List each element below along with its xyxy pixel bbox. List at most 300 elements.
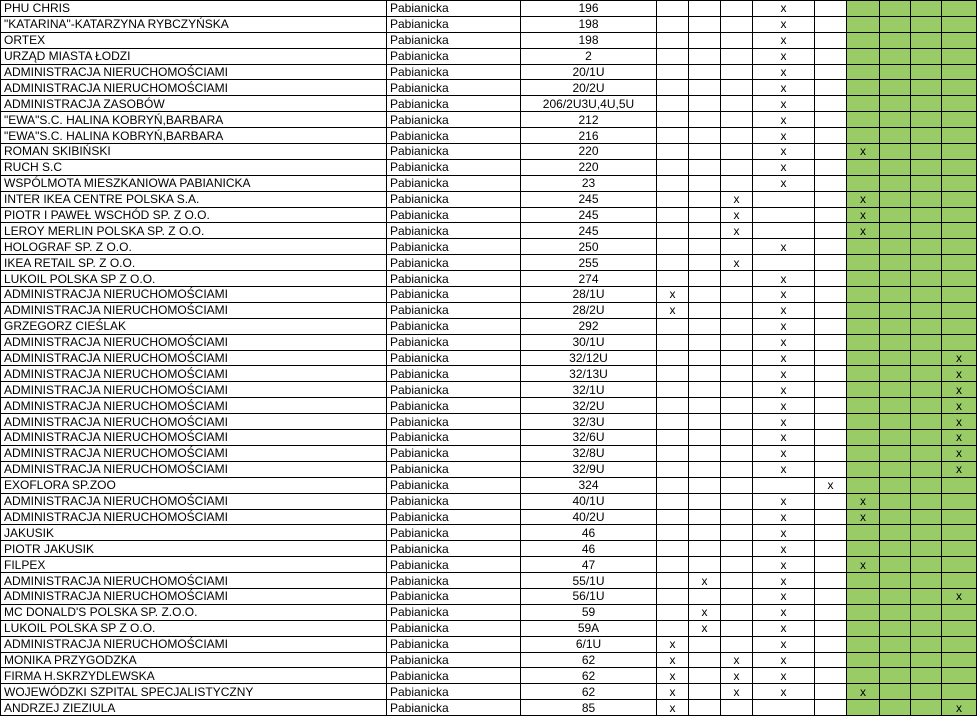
number-cell: 32/8U — [521, 445, 657, 461]
mark-cell-8 — [911, 318, 942, 334]
mark-cell-2 — [689, 80, 721, 96]
mark-cell-4: x — [753, 48, 815, 64]
company-name-cell: ANDRZEJ ZIEZIULA — [1, 700, 387, 716]
mark-cell-6 — [847, 128, 880, 144]
street-cell: Pabianicka — [387, 604, 521, 620]
mark-cell-2 — [689, 652, 721, 668]
mark-cell-2: x — [689, 573, 721, 589]
mark-cell-8 — [911, 128, 942, 144]
number-cell: 250 — [521, 239, 657, 255]
mark-cell-2 — [689, 700, 721, 716]
mark-cell-1 — [657, 541, 689, 557]
mark-cell-5 — [815, 700, 847, 716]
mark-cell-6 — [847, 48, 880, 64]
mark-cell-9: x — [942, 414, 977, 430]
mark-cell-6 — [847, 604, 880, 620]
mark-cell-8 — [911, 255, 942, 271]
mark-cell-3 — [721, 350, 753, 366]
table-row — [1, 128, 977, 144]
mark-cell-6 — [847, 239, 880, 255]
mark-cell-2 — [689, 96, 721, 112]
mark-cell-9 — [942, 80, 977, 96]
mark-cell-3 — [721, 700, 753, 716]
company-name-cell: ADMINISTRACJA NIERUCHOMOŚCIAMI — [1, 445, 387, 461]
company-name-cell: ADMINISTRACJA NIERUCHOMOŚCIAMI — [1, 588, 387, 604]
mark-cell-8 — [911, 604, 942, 620]
company-name-cell: ADMINISTRACJA NIERUCHOMOŚCIAMI — [1, 461, 387, 477]
number-cell: 32/6U — [521, 430, 657, 446]
mark-cell-7 — [880, 271, 911, 287]
mark-cell-4: x — [753, 287, 815, 303]
mark-cell-1 — [657, 96, 689, 112]
company-name-cell: WSPÓLMOTA MIESZKANIOWA PABIANICKA — [1, 175, 387, 191]
number-cell: 56/1U — [521, 588, 657, 604]
mark-cell-6 — [847, 573, 880, 589]
mark-cell-4: x — [753, 32, 815, 48]
mark-cell-5 — [815, 334, 847, 350]
mark-cell-4: x — [753, 636, 815, 652]
mark-cell-7 — [880, 191, 911, 207]
number-cell: 47 — [521, 557, 657, 573]
number-cell: 46 — [521, 541, 657, 557]
mark-cell-7 — [880, 350, 911, 366]
mark-cell-1 — [657, 477, 689, 493]
mark-cell-4 — [753, 191, 815, 207]
mark-cell-6 — [847, 652, 880, 668]
mark-cell-2 — [689, 128, 721, 144]
mark-cell-4: x — [753, 461, 815, 477]
mark-cell-2 — [689, 557, 721, 573]
mark-cell-6 — [847, 398, 880, 414]
mark-cell-5 — [815, 382, 847, 398]
mark-cell-5 — [815, 159, 847, 175]
street-cell: Pabianicka — [387, 557, 521, 573]
mark-cell-4: x — [753, 159, 815, 175]
street-cell: Pabianicka — [387, 80, 521, 96]
mark-cell-7 — [880, 96, 911, 112]
mark-cell-6 — [847, 620, 880, 636]
mark-cell-6: x — [847, 223, 880, 239]
number-cell: 85 — [521, 700, 657, 716]
mark-cell-1 — [657, 318, 689, 334]
mark-cell-6 — [847, 334, 880, 350]
mark-cell-6 — [847, 477, 880, 493]
mark-cell-5 — [815, 588, 847, 604]
mark-cell-3 — [721, 239, 753, 255]
mark-cell-9 — [942, 191, 977, 207]
number-cell: 62 — [521, 684, 657, 700]
mark-cell-4: x — [753, 16, 815, 32]
mark-cell-5 — [815, 445, 847, 461]
mark-cell-4: x — [753, 573, 815, 589]
table-row — [1, 604, 977, 620]
company-name-cell: ADMINISTRACJA NIERUCHOMOŚCIAMI — [1, 334, 387, 350]
mark-cell-6 — [847, 588, 880, 604]
mark-cell-7 — [880, 525, 911, 541]
table-row — [1, 159, 977, 175]
mark-cell-6: x — [847, 557, 880, 573]
mark-cell-3 — [721, 477, 753, 493]
mark-cell-3 — [721, 525, 753, 541]
company-name-cell: ADMINISTRACJA NIERUCHOMOŚCIAMI — [1, 414, 387, 430]
company-name-cell: RUCH S.C — [1, 159, 387, 175]
mark-cell-4 — [753, 223, 815, 239]
company-name-cell: ORTEX — [1, 32, 387, 48]
mark-cell-2 — [689, 477, 721, 493]
street-cell: Pabianicka — [387, 32, 521, 48]
table-row — [1, 32, 977, 48]
number-cell: 59A — [521, 620, 657, 636]
number-cell: 20/1U — [521, 64, 657, 80]
mark-cell-7 — [880, 302, 911, 318]
mark-cell-6 — [847, 175, 880, 191]
mark-cell-3 — [721, 636, 753, 652]
table-row — [1, 223, 977, 239]
street-cell: Pabianicka — [387, 128, 521, 144]
number-cell: 6/1U — [521, 636, 657, 652]
mark-cell-5 — [815, 652, 847, 668]
table-row — [1, 557, 977, 573]
mark-cell-4: x — [753, 382, 815, 398]
mark-cell-6 — [847, 255, 880, 271]
mark-cell-4: x — [753, 445, 815, 461]
mark-cell-6: x — [847, 684, 880, 700]
mark-cell-9 — [942, 620, 977, 636]
mark-cell-9 — [942, 477, 977, 493]
mark-cell-6 — [847, 302, 880, 318]
company-name-cell: FILPEX — [1, 557, 387, 573]
street-cell: Pabianicka — [387, 64, 521, 80]
company-name-cell: MC DONALD'S POLSKA SP. Z.O.O. — [1, 604, 387, 620]
mark-cell-5 — [815, 64, 847, 80]
number-cell: 32/3U — [521, 414, 657, 430]
mark-cell-7 — [880, 652, 911, 668]
mark-cell-6 — [847, 271, 880, 287]
mark-cell-1 — [657, 32, 689, 48]
mark-cell-1 — [657, 239, 689, 255]
mark-cell-8 — [911, 668, 942, 684]
table-row — [1, 112, 977, 128]
mark-cell-1 — [657, 1, 689, 17]
mark-cell-9: x — [942, 588, 977, 604]
mark-cell-7 — [880, 144, 911, 160]
number-cell: 206/2U3U,4U,5U — [521, 96, 657, 112]
street-cell: Pabianicka — [387, 477, 521, 493]
table-row — [1, 620, 977, 636]
mark-cell-5 — [815, 223, 847, 239]
number-cell: 212 — [521, 112, 657, 128]
mark-cell-3 — [721, 573, 753, 589]
mark-cell-4 — [753, 700, 815, 716]
mark-cell-7 — [880, 668, 911, 684]
mark-cell-8 — [911, 700, 942, 716]
mark-cell-5 — [815, 636, 847, 652]
mark-cell-2 — [689, 684, 721, 700]
street-cell: Pabianicka — [387, 620, 521, 636]
number-cell: 2 — [521, 48, 657, 64]
mark-cell-7 — [880, 573, 911, 589]
mark-cell-3 — [721, 48, 753, 64]
mark-cell-8 — [911, 239, 942, 255]
mark-cell-9 — [942, 525, 977, 541]
street-cell: Pabianicka — [387, 573, 521, 589]
mark-cell-3 — [721, 1, 753, 17]
mark-cell-2 — [689, 493, 721, 509]
table-row — [1, 541, 977, 557]
mark-cell-3 — [721, 128, 753, 144]
mark-cell-4: x — [753, 239, 815, 255]
company-name-cell: ADMINISTRACJA NIERUCHOMOŚCIAMI — [1, 302, 387, 318]
mark-cell-8 — [911, 207, 942, 223]
mark-cell-9: x — [942, 366, 977, 382]
mark-cell-3 — [721, 112, 753, 128]
mark-cell-5 — [815, 144, 847, 160]
mark-cell-7 — [880, 588, 911, 604]
mark-cell-6: x — [847, 191, 880, 207]
mark-cell-9 — [942, 255, 977, 271]
mark-cell-4: x — [753, 318, 815, 334]
number-cell: 245 — [521, 223, 657, 239]
table-row — [1, 64, 977, 80]
mark-cell-9 — [942, 112, 977, 128]
mark-cell-1 — [657, 414, 689, 430]
mark-cell-2 — [689, 318, 721, 334]
mark-cell-7 — [880, 255, 911, 271]
mark-cell-9: x — [942, 382, 977, 398]
mark-cell-9 — [942, 557, 977, 573]
mark-cell-6 — [847, 112, 880, 128]
number-cell: 245 — [521, 191, 657, 207]
mark-cell-4: x — [753, 525, 815, 541]
mark-cell-9: x — [942, 350, 977, 366]
mark-cell-9: x — [942, 700, 977, 716]
table-row — [1, 398, 977, 414]
mark-cell-3: x — [721, 684, 753, 700]
mark-cell-7 — [880, 334, 911, 350]
mark-cell-5 — [815, 350, 847, 366]
mark-cell-1 — [657, 604, 689, 620]
mark-cell-1 — [657, 175, 689, 191]
mark-cell-1: x — [657, 302, 689, 318]
company-name-cell: LUKOIL POLSKA SP Z O.O. — [1, 620, 387, 636]
mark-cell-2 — [689, 207, 721, 223]
mark-cell-1 — [657, 159, 689, 175]
number-cell: 32/13U — [521, 366, 657, 382]
table-row — [1, 684, 977, 700]
mark-cell-9 — [942, 144, 977, 160]
mark-cell-8 — [911, 191, 942, 207]
mark-cell-2 — [689, 668, 721, 684]
number-cell: 324 — [521, 477, 657, 493]
mark-cell-2 — [689, 636, 721, 652]
mark-cell-7 — [880, 620, 911, 636]
mark-cell-1 — [657, 430, 689, 446]
mark-cell-6 — [847, 159, 880, 175]
mark-cell-2 — [689, 32, 721, 48]
table-row — [1, 302, 977, 318]
mark-cell-8 — [911, 1, 942, 17]
mark-cell-2 — [689, 541, 721, 557]
mark-cell-1 — [657, 207, 689, 223]
mark-cell-7 — [880, 604, 911, 620]
table-row — [1, 636, 977, 652]
mark-cell-9 — [942, 271, 977, 287]
mark-cell-4: x — [753, 430, 815, 446]
mark-cell-3 — [721, 620, 753, 636]
number-cell: 62 — [521, 668, 657, 684]
mark-cell-8 — [911, 684, 942, 700]
mark-cell-2 — [689, 287, 721, 303]
mark-cell-6 — [847, 445, 880, 461]
mark-cell-7 — [880, 700, 911, 716]
mark-cell-4: x — [753, 588, 815, 604]
mark-cell-1 — [657, 271, 689, 287]
table-row — [1, 318, 977, 334]
number-cell: 292 — [521, 318, 657, 334]
mark-cell-9 — [942, 636, 977, 652]
mark-cell-9: x — [942, 398, 977, 414]
mark-cell-5 — [815, 128, 847, 144]
street-cell: Pabianicka — [387, 16, 521, 32]
company-name-cell: PIOTR JAKUSIK — [1, 541, 387, 557]
street-cell: Pabianicka — [387, 684, 521, 700]
street-cell: Pabianicka — [387, 1, 521, 17]
mark-cell-5 — [815, 80, 847, 96]
mark-cell-8 — [911, 652, 942, 668]
mark-cell-3: x — [721, 207, 753, 223]
street-cell: Pabianicka — [387, 144, 521, 160]
mark-cell-6 — [847, 541, 880, 557]
mark-cell-7 — [880, 175, 911, 191]
mark-cell-3: x — [721, 668, 753, 684]
mark-cell-8 — [911, 80, 942, 96]
company-name-cell: ADMINISTRACJA NIERUCHOMOŚCIAMI — [1, 350, 387, 366]
mark-cell-5 — [815, 461, 847, 477]
mark-cell-5 — [815, 604, 847, 620]
mark-cell-1 — [657, 445, 689, 461]
street-cell: Pabianicka — [387, 350, 521, 366]
mark-cell-5 — [815, 287, 847, 303]
company-name-cell: "KATARINA"-KATARZYNA RYBCZYŃSKA — [1, 16, 387, 32]
mark-cell-4: x — [753, 684, 815, 700]
mark-cell-2 — [689, 175, 721, 191]
number-cell: 198 — [521, 32, 657, 48]
mark-cell-7 — [880, 112, 911, 128]
mark-cell-8 — [911, 64, 942, 80]
mark-cell-6: x — [847, 144, 880, 160]
mark-cell-1 — [657, 48, 689, 64]
table-row — [1, 1, 977, 17]
number-cell: 196 — [521, 1, 657, 17]
mark-cell-8 — [911, 223, 942, 239]
table-row — [1, 668, 977, 684]
mark-cell-4: x — [753, 334, 815, 350]
mark-cell-4: x — [753, 366, 815, 382]
mark-cell-1 — [657, 461, 689, 477]
mark-cell-7 — [880, 382, 911, 398]
mark-cell-6 — [847, 16, 880, 32]
mark-cell-1 — [657, 223, 689, 239]
mark-cell-6 — [847, 366, 880, 382]
mark-cell-9 — [942, 32, 977, 48]
number-cell: 23 — [521, 175, 657, 191]
mark-cell-5 — [815, 541, 847, 557]
street-cell: Pabianicka — [387, 175, 521, 191]
mark-cell-8 — [911, 493, 942, 509]
mark-cell-6 — [847, 461, 880, 477]
mark-cell-5 — [815, 668, 847, 684]
mark-cell-9 — [942, 668, 977, 684]
mark-cell-8 — [911, 350, 942, 366]
mark-cell-7 — [880, 159, 911, 175]
mark-cell-4: x — [753, 493, 815, 509]
mark-cell-2 — [689, 382, 721, 398]
mark-cell-7 — [880, 80, 911, 96]
mark-cell-4: x — [753, 620, 815, 636]
mark-cell-1 — [657, 191, 689, 207]
number-cell: 245 — [521, 207, 657, 223]
company-name-cell: ADMINISTRACJA NIERUCHOMOŚCIAMI — [1, 493, 387, 509]
number-cell: 255 — [521, 255, 657, 271]
table-row — [1, 430, 977, 446]
table-row — [1, 255, 977, 271]
mark-cell-7 — [880, 1, 911, 17]
company-name-cell: ADMINISTRACJA NIERUCHOMOŚCIAMI — [1, 573, 387, 589]
company-name-cell: JAKUSIK — [1, 525, 387, 541]
mark-cell-9 — [942, 1, 977, 17]
mark-cell-5 — [815, 207, 847, 223]
mark-cell-1: x — [657, 684, 689, 700]
mark-cell-3 — [721, 144, 753, 160]
number-cell: 40/2U — [521, 509, 657, 525]
company-name-cell: LEROY MERLIN POLSKA SP. Z O.O. — [1, 223, 387, 239]
mark-cell-5 — [815, 271, 847, 287]
mark-cell-2 — [689, 255, 721, 271]
mark-cell-9 — [942, 175, 977, 191]
mark-cell-1 — [657, 398, 689, 414]
mark-cell-8 — [911, 159, 942, 175]
number-cell: 28/2U — [521, 302, 657, 318]
mark-cell-3 — [721, 604, 753, 620]
mark-cell-2 — [689, 64, 721, 80]
mark-cell-1 — [657, 16, 689, 32]
number-cell: 30/1U — [521, 334, 657, 350]
company-name-cell: MONIKA PRZYGODZKA — [1, 652, 387, 668]
mark-cell-8 — [911, 398, 942, 414]
street-cell: Pabianicka — [387, 445, 521, 461]
number-cell: 55/1U — [521, 573, 657, 589]
mark-cell-9 — [942, 48, 977, 64]
mark-cell-3 — [721, 414, 753, 430]
table-body — [1, 1, 977, 716]
mark-cell-7 — [880, 445, 911, 461]
mark-cell-7 — [880, 414, 911, 430]
mark-cell-8 — [911, 588, 942, 604]
mark-cell-4: x — [753, 175, 815, 191]
mark-cell-7 — [880, 461, 911, 477]
street-cell: Pabianicka — [387, 398, 521, 414]
mark-cell-1: x — [657, 652, 689, 668]
mark-cell-3 — [721, 159, 753, 175]
mark-cell-3 — [721, 541, 753, 557]
mark-cell-6: x — [847, 509, 880, 525]
mark-cell-5 — [815, 191, 847, 207]
mark-cell-8 — [911, 175, 942, 191]
mark-cell-4: x — [753, 96, 815, 112]
mark-cell-7 — [880, 398, 911, 414]
number-cell: 20/2U — [521, 80, 657, 96]
mark-cell-8 — [911, 430, 942, 446]
